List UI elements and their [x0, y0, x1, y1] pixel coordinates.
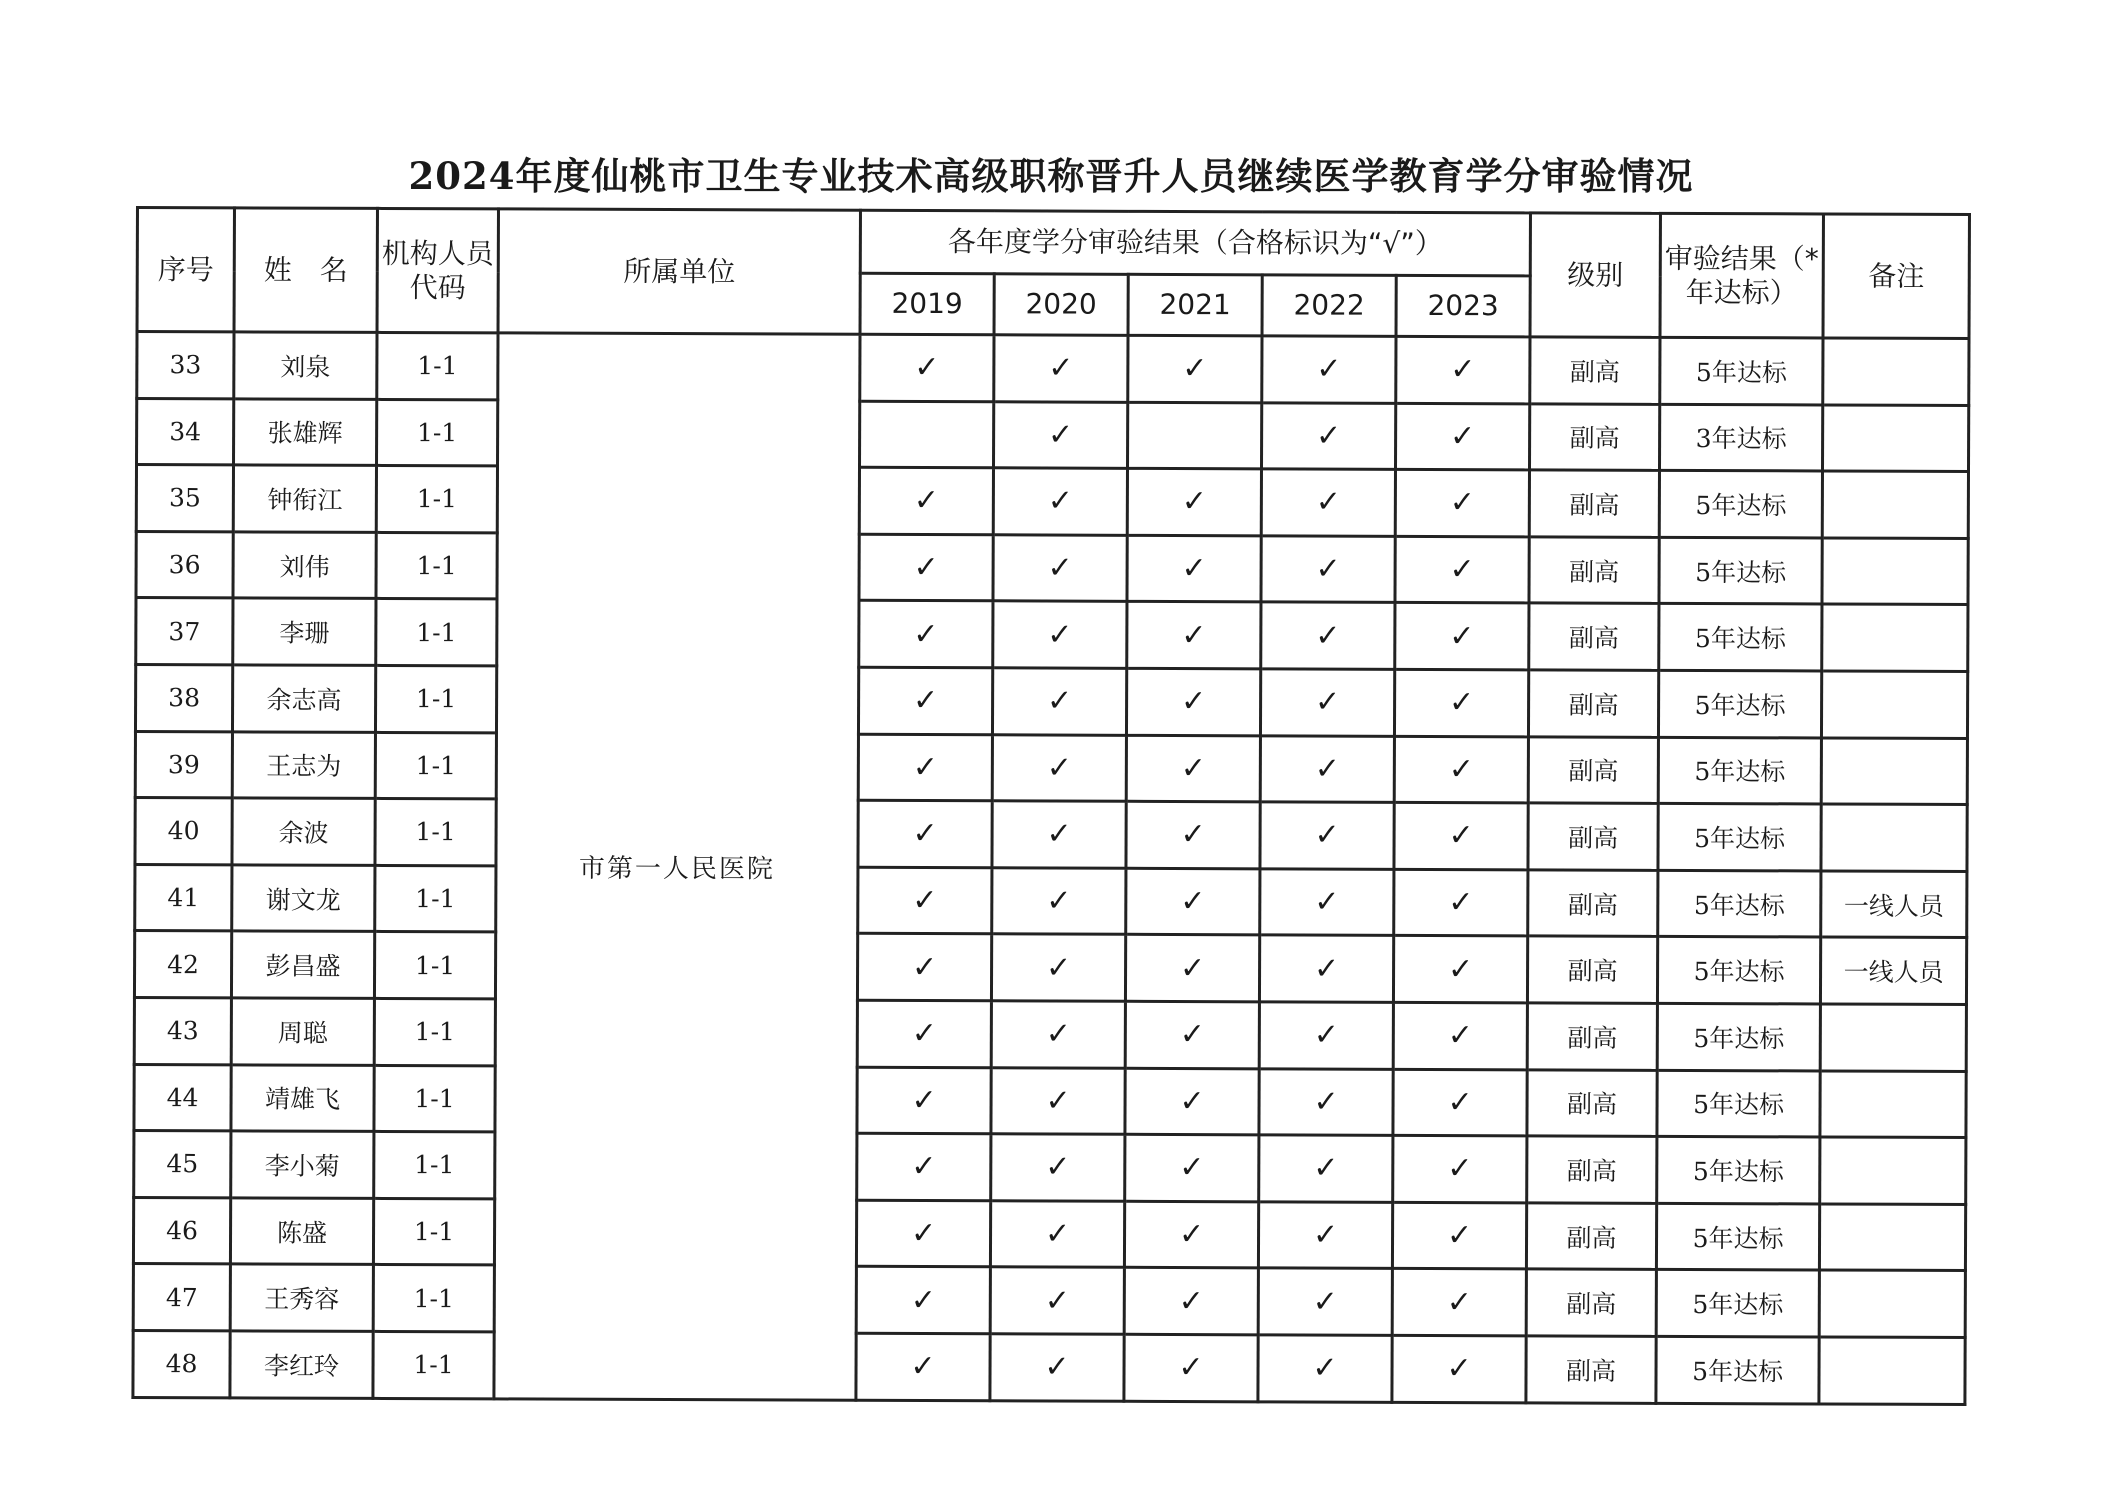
header-year-2020: 2020 [994, 274, 1128, 336]
table-row [135, 864, 1967, 938]
row-result: 5年达标 [1656, 1336, 1819, 1403]
table-row [137, 398, 1969, 472]
check-mark-cell: ✓ [858, 667, 992, 734]
row-level: 副高 [1530, 403, 1660, 470]
row-code: 1-1 [377, 332, 498, 399]
check-mark-cell: ✓ [1124, 1268, 1258, 1335]
row-level: 副高 [1529, 470, 1659, 537]
row-code: 1-1 [376, 532, 497, 599]
check-mark-cell: ✓ [1259, 1002, 1393, 1069]
row-remark [1819, 1337, 1965, 1404]
row-seq: 34 [137, 398, 234, 465]
check-mark-cell: ✓ [1395, 536, 1529, 603]
check-mark-cell: ✓ [857, 1067, 991, 1134]
row-name: 周聪 [231, 998, 374, 1065]
check-mark-cell: ✓ [1124, 1201, 1258, 1268]
table-row [134, 931, 1966, 1005]
check-mark-cell: ✓ [1128, 335, 1262, 402]
check-mark-cell: ✓ [1127, 602, 1261, 669]
check-mark-cell: ✓ [1393, 1135, 1527, 1202]
check-mark-cell: ✓ [1393, 936, 1527, 1003]
row-level: 副高 [1529, 670, 1659, 737]
table-row [134, 1131, 1966, 1205]
header-year-2022: 2022 [1262, 275, 1396, 337]
row-remark [1822, 471, 1968, 538]
row-result: 5年达标 [1659, 604, 1822, 671]
check-mark-cell: ✓ [860, 334, 994, 401]
unit-name-cell: 市第一人民医院 [494, 333, 860, 1400]
row-name: 靖雄飞 [231, 1064, 374, 1131]
check-mark-cell: ✓ [1393, 1069, 1527, 1136]
row-remark [1823, 405, 1969, 472]
row-level: 副高 [1527, 936, 1657, 1003]
check-mark-cell: ✓ [1126, 801, 1260, 868]
row-code: 1-1 [377, 399, 498, 466]
check-mark-cell: ✓ [856, 1267, 990, 1334]
check-mark-cell: ✓ [1394, 869, 1528, 936]
row-seq: 46 [133, 1197, 230, 1264]
row-name: 王秀容 [230, 1264, 373, 1331]
row-seq: 38 [135, 664, 232, 731]
check-mark-cell: ✓ [1126, 668, 1260, 735]
check-mark-cell: ✓ [1261, 602, 1395, 669]
row-remark [1820, 1071, 1966, 1138]
header-name: 姓 名 [234, 208, 377, 333]
check-mark-cell: ✓ [1127, 468, 1261, 535]
row-level: 副高 [1526, 1336, 1656, 1403]
row-name: 刘伟 [233, 532, 376, 599]
check-mark-cell: ✓ [990, 1201, 1124, 1268]
row-seq: 48 [133, 1330, 230, 1397]
row-remark [1820, 1004, 1966, 1071]
row-seq: 43 [134, 997, 231, 1064]
row-level: 副高 [1527, 1136, 1657, 1203]
row-name: 张雄辉 [234, 398, 377, 465]
row-result: 5年达标 [1659, 670, 1822, 737]
row-code: 1-1 [374, 1132, 495, 1199]
check-mark-cell: ✓ [1259, 1068, 1393, 1135]
row-code: 1-1 [376, 466, 497, 533]
table-row [135, 731, 1967, 805]
row-level: 副高 [1527, 1003, 1657, 1070]
table-header [137, 208, 1970, 339]
header-level: 级别 [1530, 213, 1660, 337]
check-mark-cell: ✓ [1258, 1335, 1392, 1402]
row-result: 5年达标 [1656, 1270, 1819, 1337]
row-seq: 47 [133, 1264, 230, 1331]
check-mark-cell [1127, 402, 1261, 469]
row-code: 1-1 [373, 1265, 494, 1332]
check-mark-cell: ✓ [1259, 935, 1393, 1002]
check-mark-cell: ✓ [1262, 336, 1396, 403]
check-mark-cell: ✓ [1126, 868, 1260, 935]
row-name: 李红玲 [230, 1331, 373, 1398]
check-mark-cell: ✓ [1260, 802, 1394, 869]
check-mark-cell: ✓ [1394, 736, 1528, 803]
check-mark-cell: ✓ [1395, 603, 1529, 670]
check-mark-cell: ✓ [991, 934, 1125, 1001]
row-level: 副高 [1530, 337, 1660, 404]
page-title: 2024年度仙桃市卫生专业技术高级职称晋升人员继续医学教育学分审验情况 [408, 154, 1694, 198]
row-seq: 40 [135, 798, 232, 865]
row-result: 5年达标 [1658, 870, 1821, 937]
row-remark: 一线人员 [1820, 937, 1966, 1004]
check-mark-cell: ✓ [994, 335, 1128, 402]
check-mark-cell: ✓ [1126, 735, 1260, 802]
row-remark [1819, 1204, 1965, 1271]
check-mark-cell: ✓ [1260, 669, 1394, 736]
check-mark-cell: ✓ [1396, 336, 1530, 403]
row-code: 1-1 [375, 732, 496, 799]
row-code: 1-1 [375, 865, 496, 932]
check-mark-cell: ✓ [1395, 403, 1529, 470]
header-annual-results: 各年度学分审验结果（合格标识为“√”） [860, 210, 1530, 276]
row-result: 5年达标 [1657, 1136, 1820, 1203]
table-row [135, 664, 1967, 738]
table-body [133, 332, 1969, 1405]
row-code: 1-1 [376, 599, 497, 666]
row-code: 1-1 [373, 1198, 494, 1265]
row-remark [1822, 604, 1968, 671]
row-level: 副高 [1528, 870, 1658, 937]
row-level: 副高 [1529, 603, 1659, 670]
check-mark-cell: ✓ [1261, 536, 1395, 603]
row-result: 5年达标 [1659, 537, 1822, 604]
header-code: 机构人员代码 [377, 208, 498, 332]
row-name: 王志为 [232, 731, 375, 798]
row-name: 余波 [232, 798, 375, 865]
check-mark-cell: ✓ [1394, 802, 1528, 869]
row-level: 副高 [1528, 736, 1658, 803]
check-mark-cell: ✓ [991, 1134, 1125, 1201]
check-mark-cell: ✓ [1260, 735, 1394, 802]
check-mark-cell: ✓ [1125, 935, 1259, 1002]
header-unit: 所属单位 [498, 209, 860, 334]
check-mark-cell: ✓ [992, 668, 1126, 735]
check-mark-cell: ✓ [1261, 469, 1395, 536]
check-mark-cell: ✓ [859, 534, 993, 601]
row-code: 1-1 [375, 665, 496, 732]
check-mark-cell: ✓ [1260, 869, 1394, 936]
row-seq: 42 [134, 931, 231, 998]
check-mark-cell: ✓ [858, 734, 992, 801]
check-mark-cell: ✓ [1259, 1135, 1393, 1202]
row-result: 5年达标 [1658, 804, 1821, 871]
row-code: 1-1 [374, 932, 495, 999]
table-row [133, 1264, 1965, 1338]
check-mark-cell: ✓ [1127, 535, 1261, 602]
check-mark-cell: ✓ [1125, 1001, 1259, 1068]
row-name: 余志高 [232, 665, 375, 732]
row-name: 陈盛 [230, 1198, 373, 1265]
row-seq: 41 [135, 864, 232, 931]
check-mark-cell: ✓ [990, 1267, 1124, 1334]
table-row [135, 798, 1967, 872]
check-mark-cell: ✓ [857, 1133, 991, 1200]
check-mark-cell: ✓ [1124, 1334, 1258, 1401]
row-seq: 45 [134, 1131, 231, 1198]
table-row [136, 531, 1968, 605]
check-mark-cell: ✓ [856, 1333, 990, 1400]
row-result: 5年达标 [1659, 471, 1822, 538]
row-seq: 39 [135, 731, 232, 798]
row-remark [1822, 538, 1968, 605]
header-year-2019: 2019 [860, 273, 994, 335]
header-remark: 备注 [1823, 214, 1969, 339]
row-result: 5年达标 [1657, 937, 1820, 1004]
check-mark-cell: ✓ [990, 1334, 1124, 1401]
row-result: 5年达标 [1658, 737, 1821, 804]
row-seq: 44 [134, 1064, 231, 1131]
row-result: 5年达标 [1656, 1203, 1819, 1270]
table-row [136, 465, 1968, 539]
check-mark-cell: ✓ [857, 934, 991, 1001]
check-mark-cell: ✓ [1395, 470, 1529, 537]
check-mark-cell: ✓ [859, 467, 993, 534]
check-mark-cell: ✓ [857, 1000, 991, 1067]
row-result: 5年达标 [1657, 1003, 1820, 1070]
row-result: 5年达标 [1660, 337, 1823, 404]
row-code: 1-1 [375, 799, 496, 866]
check-mark-cell: ✓ [858, 800, 992, 867]
check-mark-cell: ✓ [992, 734, 1126, 801]
check-mark-cell: ✓ [1125, 1134, 1259, 1201]
row-code: 1-1 [373, 1331, 494, 1398]
row-remark [1821, 804, 1967, 871]
row-name: 李小菊 [231, 1131, 374, 1198]
audit-table [131, 206, 1971, 1406]
check-mark-cell: ✓ [1258, 1268, 1392, 1335]
header-year-2021: 2021 [1128, 274, 1262, 336]
check-mark-cell: ✓ [994, 401, 1128, 468]
table-row [133, 1330, 1965, 1404]
row-name: 李珊 [233, 598, 376, 665]
check-mark-cell: ✓ [1125, 1068, 1259, 1135]
table-row [133, 1197, 1965, 1271]
check-mark-cell: ✓ [1392, 1269, 1526, 1336]
row-result: 5年达标 [1657, 1070, 1820, 1137]
row-remark [1821, 738, 1967, 805]
row-remark [1820, 1137, 1966, 1204]
check-mark-cell: ✓ [1394, 669, 1528, 736]
row-remark [1822, 671, 1968, 738]
check-mark-cell: ✓ [1261, 402, 1395, 469]
check-mark-cell: ✓ [991, 1067, 1125, 1134]
check-mark-cell: ✓ [859, 601, 993, 668]
check-mark-cell: ✓ [992, 868, 1126, 935]
header-result: 审验结果（* 年达标） [1660, 213, 1823, 338]
check-mark-cell: ✓ [993, 601, 1127, 668]
row-level: 副高 [1526, 1269, 1656, 1336]
row-seq: 36 [136, 531, 233, 598]
check-mark-cell: ✓ [856, 1200, 990, 1267]
table-row [137, 332, 1969, 406]
check-mark-cell: ✓ [858, 867, 992, 934]
row-code: 1-1 [374, 998, 495, 1065]
row-name: 彭昌盛 [231, 931, 374, 998]
header-year-2023: 2023 [1396, 275, 1530, 337]
row-level: 副高 [1529, 537, 1659, 604]
check-mark-cell [860, 401, 994, 468]
table-row [134, 1064, 1966, 1138]
row-remark [1823, 338, 1969, 405]
check-mark-cell: ✓ [1258, 1202, 1392, 1269]
table-row [134, 997, 1966, 1071]
row-name: 刘泉 [234, 332, 377, 399]
check-mark-cell: ✓ [1392, 1335, 1526, 1402]
check-mark-cell: ✓ [992, 801, 1126, 868]
row-seq: 35 [136, 465, 233, 532]
check-mark-cell: ✓ [991, 1001, 1125, 1068]
table-row [136, 598, 1968, 672]
row-code: 1-1 [374, 1065, 495, 1132]
row-seq: 33 [137, 332, 234, 399]
check-mark-cell: ✓ [993, 535, 1127, 602]
row-name: 谢文龙 [232, 865, 375, 932]
row-seq: 37 [136, 598, 233, 665]
row-result: 3年达标 [1660, 404, 1823, 471]
row-level: 副高 [1528, 803, 1658, 870]
check-mark-cell: ✓ [993, 468, 1127, 535]
row-remark: 一线人员 [1821, 871, 1967, 938]
row-level: 副高 [1527, 1069, 1657, 1136]
row-name: 钟衔江 [233, 465, 376, 532]
check-mark-cell: ✓ [1393, 1002, 1527, 1069]
row-remark [1819, 1270, 1965, 1337]
check-mark-cell: ✓ [1392, 1202, 1526, 1269]
row-level: 副高 [1526, 1203, 1656, 1270]
header-seq: 序号 [137, 208, 234, 332]
